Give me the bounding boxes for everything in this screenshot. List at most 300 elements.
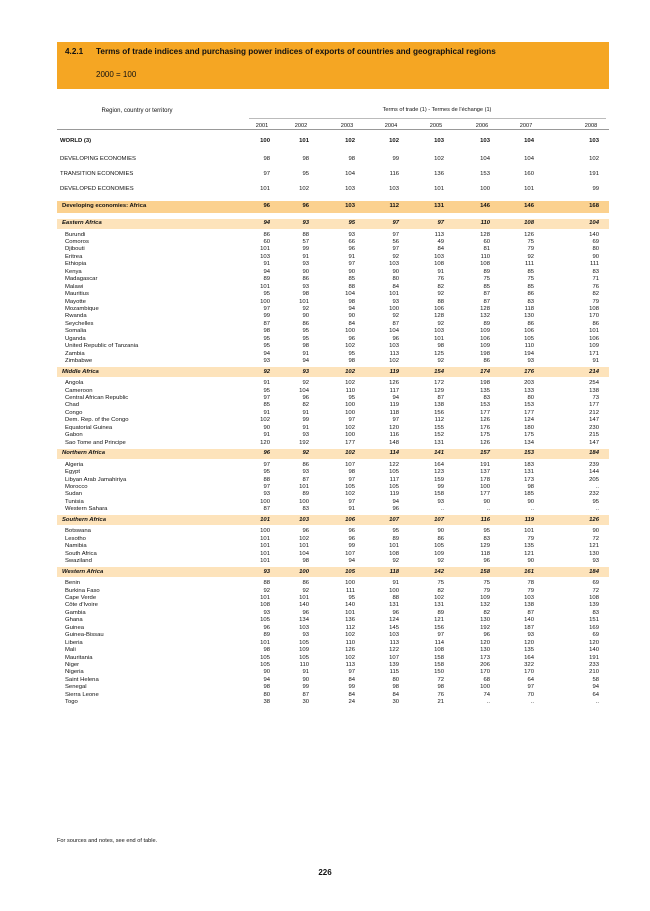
row-label: Zimbabwe xyxy=(65,358,93,365)
cell-value: 103 xyxy=(345,203,355,209)
cell-value: 101 xyxy=(524,528,534,535)
cell-value: 102 xyxy=(345,368,355,375)
cell-value: 140 xyxy=(589,647,599,654)
row-label: Kenya xyxy=(65,268,82,275)
cell-value: 94 xyxy=(592,684,599,691)
cell-value: 101 xyxy=(260,558,270,565)
row-label: South Africa xyxy=(65,550,97,557)
cell-value: 93 xyxy=(302,368,309,375)
cell-value: 192 xyxy=(299,439,309,446)
cell-value: 138 xyxy=(589,387,599,394)
cell-value: 191 xyxy=(480,461,490,468)
cell-value: 100 xyxy=(345,409,355,416)
cell-value: 153 xyxy=(524,450,534,457)
cell-value: 102 xyxy=(345,491,355,498)
cell-value: 110 xyxy=(345,387,355,394)
cell-value: 100 xyxy=(389,306,399,312)
cell-value: 146 xyxy=(480,203,490,209)
cell-value: 103 xyxy=(345,185,355,192)
cell-value: 60 xyxy=(263,238,270,245)
cell-value: 158 xyxy=(434,662,444,668)
cell-value: 101 xyxy=(260,185,270,192)
cell-value: 95 xyxy=(302,328,309,335)
row-label: Ghana xyxy=(65,617,83,624)
cell-value: 102 xyxy=(345,138,355,144)
cell-value: 95 xyxy=(348,594,355,601)
row-label: Djibouti xyxy=(65,246,85,253)
cell-value: 98 xyxy=(263,684,270,691)
cell-value: 91 xyxy=(348,253,355,260)
cell-value: 83 xyxy=(483,535,490,542)
cell-value: 97 xyxy=(348,417,355,424)
cell-value: 153 xyxy=(480,170,490,177)
row-label: WORLD (3) xyxy=(60,138,92,144)
row-label: Developing economies: Africa xyxy=(62,203,147,209)
cell-value: 90 xyxy=(592,253,599,260)
cell-value: 136 xyxy=(345,617,355,624)
cell-value: 126 xyxy=(524,231,534,238)
row-label: Namibia xyxy=(65,543,87,550)
cell-value: 155 xyxy=(434,424,444,431)
cell-value: 100 xyxy=(260,498,270,505)
cell-value: 322 xyxy=(524,662,534,668)
cell-value: 72 xyxy=(437,676,444,683)
cell-value: 79 xyxy=(592,298,599,305)
cell-value: 126 xyxy=(589,516,599,523)
cell-value: 75 xyxy=(483,276,490,283)
row-label: Dem. Rep. of the Congo xyxy=(65,417,129,424)
cell-value: 105 xyxy=(524,335,534,342)
cell-value: 111 xyxy=(525,261,534,268)
cell-value: 90 xyxy=(348,268,355,275)
cell-value: 122 xyxy=(389,461,399,468)
cell-value: 96 xyxy=(348,335,355,342)
year-header: 2001 xyxy=(255,123,269,129)
cell-value: 115 xyxy=(389,669,399,676)
cell-value: 101 xyxy=(260,283,270,290)
cell-value: 113 xyxy=(389,350,399,357)
cell-value: 116 xyxy=(389,170,399,177)
cell-value: 153 xyxy=(480,402,490,409)
cell-value: 156 xyxy=(434,624,444,631)
cell-value: 97 xyxy=(348,476,355,483)
cell-value: 57 xyxy=(302,238,309,245)
cell-value: 69 xyxy=(592,632,599,639)
cell-value: 121 xyxy=(589,543,599,550)
cell-value: 91 xyxy=(437,268,444,275)
cell-value: 88 xyxy=(392,594,399,601)
cell-value: 93 xyxy=(302,261,309,268)
cell-value: 141 xyxy=(434,450,444,457)
cell-value: 103 xyxy=(589,138,599,144)
cell-value: 91 xyxy=(592,358,599,365)
cell-value: 98 xyxy=(302,343,309,350)
cell-value: 92 xyxy=(437,291,444,298)
cell-value: 97 xyxy=(437,220,444,226)
row-label: Niger xyxy=(65,662,80,668)
cell-value: 98 xyxy=(348,298,355,305)
cell-value: 158 xyxy=(434,491,444,498)
cell-value: 101 xyxy=(260,516,270,523)
cell-value: 95 xyxy=(263,387,270,394)
cell-value: 89 xyxy=(263,632,270,639)
cell-value: 102 xyxy=(345,654,355,661)
cell-value: 94 xyxy=(348,306,355,312)
cell-value: 91 xyxy=(302,350,309,357)
cell-value: 82 xyxy=(483,609,490,616)
cell-value: 135 xyxy=(524,647,534,654)
cell-value: 98 xyxy=(348,469,355,476)
cell-value: 170 xyxy=(480,669,490,676)
cell-value: 131 xyxy=(434,203,444,209)
cell-value: 150 xyxy=(434,669,444,676)
row-label: Sierra Leone xyxy=(65,691,99,698)
cell-value: 90 xyxy=(392,268,399,275)
cell-value: 98 xyxy=(302,558,309,565)
cell-value: 128 xyxy=(480,306,490,312)
row-label: DEVELOPED ECONOMIES xyxy=(60,185,134,192)
cell-value: 125 xyxy=(434,350,444,357)
cell-value: 96 xyxy=(263,624,270,631)
row-label: Guinea-Bissau xyxy=(65,632,104,639)
cell-value: 126 xyxy=(345,647,355,654)
cell-value: 87 xyxy=(483,298,490,305)
cell-value: 24 xyxy=(348,699,355,706)
cell-value: 140 xyxy=(299,602,309,609)
table-title: Terms of trade indices and purchasing power indices of exports of countries and geographical regions xyxy=(96,47,496,56)
cell-value: 93 xyxy=(263,491,270,498)
row-label: Cameroon xyxy=(65,387,93,394)
cell-value: 96 xyxy=(483,558,490,565)
cell-value: 159 xyxy=(434,476,444,483)
cell-value: 147 xyxy=(589,439,599,446)
cell-value: 102 xyxy=(345,380,355,387)
table-top-rule xyxy=(57,129,609,130)
cell-value: 93 xyxy=(437,498,444,505)
cell-value: 81 xyxy=(483,246,490,253)
cell-value: 177 xyxy=(524,409,534,416)
cell-value: 156 xyxy=(434,409,444,416)
cell-value: 98 xyxy=(348,358,355,365)
cell-value: 239 xyxy=(589,461,599,468)
cell-value: 98 xyxy=(527,484,534,490)
cell-value: 130 xyxy=(480,647,490,654)
cell-value: 95 xyxy=(263,335,270,342)
footnote: For sources and notes, see end of table. xyxy=(57,838,158,844)
cell-value: 94 xyxy=(348,558,355,565)
cell-value: 103 xyxy=(299,516,309,523)
year-header: 2007 xyxy=(519,123,533,129)
cell-value: 134 xyxy=(299,617,309,624)
cell-value: 80 xyxy=(592,246,599,253)
cell-value: 113 xyxy=(389,639,399,646)
cell-value: 101 xyxy=(389,291,399,298)
cell-value: 96 xyxy=(302,528,309,535)
cell-value: 94 xyxy=(392,395,399,401)
cell-value: 72 xyxy=(592,587,599,594)
row-label: Senegal xyxy=(65,684,87,691)
cell-value: 140 xyxy=(524,617,534,624)
cell-value: 104 xyxy=(345,170,355,177)
row-label: Mauritania xyxy=(65,654,93,661)
cell-value: 98 xyxy=(263,647,270,654)
cell-value: 101 xyxy=(389,543,399,550)
cell-value: 120 xyxy=(260,439,270,446)
cell-value: 173 xyxy=(480,654,490,661)
cell-value: 97 xyxy=(263,170,270,177)
cell-value: 105 xyxy=(389,484,399,490)
cell-value: 58 xyxy=(592,676,599,683)
cell-value: 172 xyxy=(434,380,444,387)
cell-value: 177 xyxy=(480,491,490,498)
cell-value: 119 xyxy=(524,516,534,523)
cell-value: 152 xyxy=(434,432,444,439)
cell-value: 87 xyxy=(302,691,309,698)
cell-value: 88 xyxy=(263,476,270,483)
row-label: Burundi xyxy=(65,231,86,238)
cell-value: .. xyxy=(595,506,599,513)
cell-value: 84 xyxy=(348,320,355,327)
cell-value: 87 xyxy=(302,476,309,483)
cell-value: 146 xyxy=(524,203,534,209)
cell-value: 85 xyxy=(483,283,490,290)
cell-value: 79 xyxy=(483,587,490,594)
cell-value: 110 xyxy=(480,253,490,260)
cell-value: 92 xyxy=(392,558,399,565)
cell-value: 100 xyxy=(299,568,309,575)
year-header: 2003 xyxy=(340,123,354,129)
cell-value: 101 xyxy=(260,550,270,557)
cell-value: 85 xyxy=(263,402,270,409)
cell-value: 95 xyxy=(392,528,399,535)
cell-value: 93 xyxy=(263,568,270,575)
cell-value: 94 xyxy=(263,676,270,683)
cell-value: 97 xyxy=(392,417,399,424)
cell-value: 130 xyxy=(524,313,534,320)
row-label: Central African Republic xyxy=(65,395,129,401)
row-label: Lesotho xyxy=(65,535,86,542)
cell-value: 99 xyxy=(437,484,444,490)
row-label: Swaziland xyxy=(65,558,92,565)
cell-value: 105 xyxy=(260,662,270,668)
row-label: Mayotte xyxy=(65,298,86,305)
row-label: Sudan xyxy=(65,491,83,498)
cell-value: 105 xyxy=(299,654,309,661)
cell-value: 101 xyxy=(589,328,599,335)
cell-value: 100 xyxy=(480,484,490,490)
cell-value: 101 xyxy=(260,594,270,601)
row-label: Uganda xyxy=(65,335,86,342)
row-label: Cape Verde xyxy=(65,594,97,601)
cell-value: 233 xyxy=(589,662,599,668)
cell-value: .. xyxy=(440,506,444,513)
cell-value: 69 xyxy=(592,238,599,245)
subregion-row xyxy=(57,367,609,377)
cell-value: 90 xyxy=(592,528,599,535)
cell-value: 151 xyxy=(589,617,599,624)
cell-value: 126 xyxy=(389,380,399,387)
cell-value: 86 xyxy=(302,580,309,587)
cell-value: 124 xyxy=(389,617,399,624)
cell-value: 102 xyxy=(345,343,355,350)
cell-value: 101 xyxy=(299,594,309,601)
cell-value: 97 xyxy=(348,498,355,505)
cell-value: 100 xyxy=(345,402,355,409)
cell-value: 95 xyxy=(348,350,355,357)
cell-value: 109 xyxy=(434,550,444,557)
cell-value: 180 xyxy=(524,424,534,431)
cell-value: 88 xyxy=(263,580,270,587)
row-label: Morocco xyxy=(65,484,88,490)
cell-value: 123 xyxy=(434,469,444,476)
cell-value: 82 xyxy=(437,587,444,594)
cell-value: 78 xyxy=(527,580,534,587)
row-label: Seychelles xyxy=(65,320,94,327)
cell-value: 230 xyxy=(589,424,599,431)
cell-value: 175 xyxy=(480,432,490,439)
cell-value: 82 xyxy=(592,291,599,298)
cell-value: 91 xyxy=(263,380,270,387)
cell-value: 106 xyxy=(345,516,355,523)
row-label: DEVELOPING ECONOMIES xyxy=(60,155,136,162)
cell-value: 97 xyxy=(348,261,355,268)
terms-of-trade-header: Terms of trade (1) - Termes de l'échange (1) xyxy=(382,107,492,113)
cell-value: 132 xyxy=(480,602,490,609)
cell-value: 87 xyxy=(437,395,444,401)
cell-value: 101 xyxy=(260,639,270,646)
row-label: Congo xyxy=(65,409,83,416)
cell-value: 92 xyxy=(437,358,444,365)
cell-value: 93 xyxy=(392,298,399,305)
cell-value: 91 xyxy=(392,580,399,587)
cell-value: 99 xyxy=(348,543,355,550)
cell-value: 120 xyxy=(589,639,599,646)
table-header-band xyxy=(57,42,609,89)
cell-value: 82 xyxy=(437,283,444,290)
cell-value: 97 xyxy=(263,395,270,401)
cell-value: 111 xyxy=(590,261,599,268)
cell-value: 205 xyxy=(589,476,599,483)
cell-value: 94 xyxy=(263,350,270,357)
cell-value: 105 xyxy=(299,639,309,646)
cell-value: 212 xyxy=(589,409,599,416)
cell-value: 85 xyxy=(348,276,355,283)
cell-value: 120 xyxy=(389,424,399,431)
cell-value: 100 xyxy=(345,432,355,439)
cell-value: 96 xyxy=(263,203,270,209)
cell-value: 106 xyxy=(480,335,490,342)
cell-value: 184 xyxy=(589,568,599,575)
cell-value: 96 xyxy=(348,528,355,535)
year-header: 2002 xyxy=(294,123,308,129)
cell-value: 84 xyxy=(392,283,399,290)
cell-value: 177 xyxy=(589,402,599,409)
cell-value: 175 xyxy=(524,432,534,439)
cell-value: 132 xyxy=(480,313,490,320)
cell-value: 92 xyxy=(527,253,534,260)
cell-value: 102 xyxy=(345,450,355,457)
cell-value: .. xyxy=(595,699,599,706)
cell-value: 74 xyxy=(483,691,490,698)
row-label: Angola xyxy=(65,380,84,387)
cell-value: 93 xyxy=(302,469,309,476)
cell-value: 122 xyxy=(389,647,399,654)
cell-value: 105 xyxy=(345,484,355,490)
cell-value: 120 xyxy=(524,639,534,646)
cell-value: 112 xyxy=(389,203,399,209)
cell-value: 107 xyxy=(389,516,399,523)
cell-value: 101 xyxy=(524,185,534,192)
cell-value: 97 xyxy=(527,684,534,691)
cell-value: 139 xyxy=(389,662,399,668)
row-label: Tunisia xyxy=(65,498,84,505)
cell-value: 140 xyxy=(589,231,599,238)
cell-value: 129 xyxy=(434,387,444,394)
cell-value: 102 xyxy=(345,424,355,431)
row-label: Guinea xyxy=(65,624,84,631)
cell-value: 112 xyxy=(345,624,355,631)
cell-value: 104 xyxy=(524,155,534,162)
cell-value: 83 xyxy=(302,506,309,513)
row-label: Zambia xyxy=(65,350,85,357)
cell-value: 185 xyxy=(524,491,534,498)
cell-value: .. xyxy=(595,484,599,490)
row-label: Comoros xyxy=(65,238,89,245)
cell-value: 108 xyxy=(389,550,399,557)
cell-value: 93 xyxy=(302,432,309,439)
cell-value: 105 xyxy=(260,654,270,661)
cell-value: 105 xyxy=(345,568,355,575)
cell-value: 103 xyxy=(299,624,309,631)
cell-value: 108 xyxy=(524,220,534,226)
cell-value: 96 xyxy=(392,335,399,342)
header-divider xyxy=(249,118,606,119)
cell-value: 174 xyxy=(480,368,490,375)
cell-value: 93 xyxy=(348,231,355,238)
cell-value: 92 xyxy=(263,368,270,375)
row-label: Libyan Arab Jamahiriya xyxy=(65,476,127,483)
cell-value: .. xyxy=(530,699,534,706)
cell-value: 173 xyxy=(524,476,534,483)
cell-value: 90 xyxy=(348,313,355,320)
cell-value: 139 xyxy=(589,602,599,609)
cell-value: 80 xyxy=(527,395,534,401)
cell-value: 75 xyxy=(527,276,534,283)
cell-value: 176 xyxy=(524,368,534,375)
cell-value: 92 xyxy=(437,320,444,327)
cell-value: 187 xyxy=(524,624,534,631)
cell-value: 109 xyxy=(480,594,490,601)
cell-value: 101 xyxy=(260,246,270,253)
cell-value: 215 xyxy=(589,432,599,439)
cell-value: 86 xyxy=(527,320,534,327)
cell-value: 95 xyxy=(483,528,490,535)
cell-value: 102 xyxy=(589,155,599,162)
cell-value: 72 xyxy=(592,535,599,542)
cell-value: 109 xyxy=(589,343,599,350)
cell-value: 38 xyxy=(263,699,270,706)
row-label: Western Africa xyxy=(62,568,104,575)
cell-value: 104 xyxy=(299,387,309,394)
region-column-header: Region, country or territory xyxy=(101,108,173,114)
cell-value: 133 xyxy=(524,387,534,394)
cell-value: 102 xyxy=(299,185,309,192)
cell-value: 118 xyxy=(389,568,399,575)
cell-value: 79 xyxy=(527,535,534,542)
cell-value: 137 xyxy=(480,469,490,476)
year-header: 2008 xyxy=(584,123,598,129)
cell-value: 64 xyxy=(592,691,599,698)
